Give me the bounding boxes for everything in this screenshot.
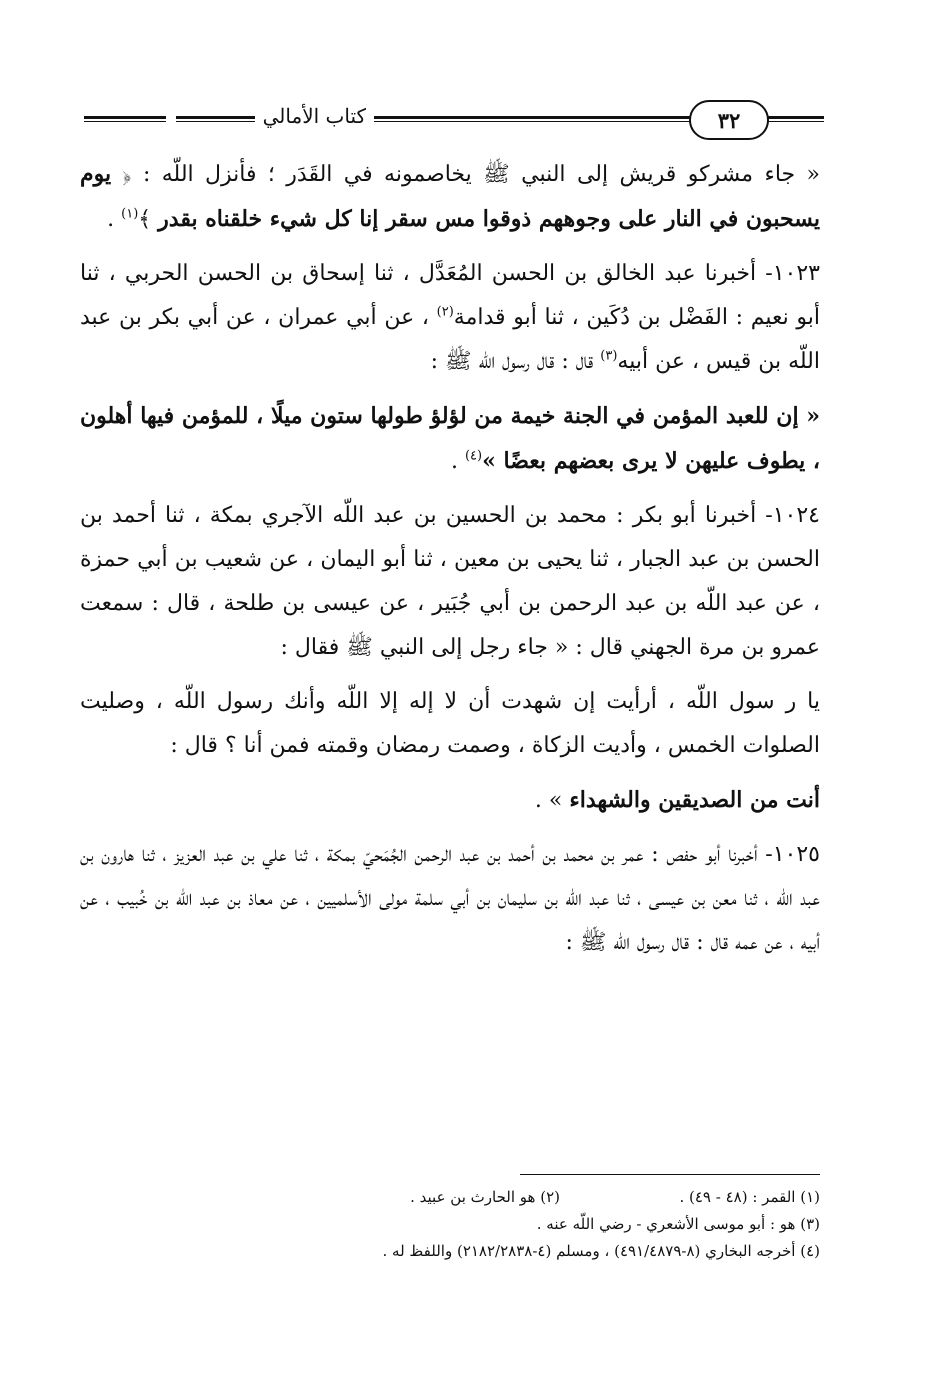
isnad-1023-c: قال : قال رسول اللّه ﷺ : [430,349,601,374]
footnote-1: (١) القمر : (٤٨ - ٤٩) . [679,1188,820,1206]
paragraph-hadith-1025 [80,833,820,965]
paragraph-quran-verse [80,152,820,242]
page-number: ٣٢ [689,100,769,140]
paragraph-end: . [107,207,122,232]
isnad-1025: ١٠٢٥- أخبرنا أبو حفص : عمر بن محمد بن أحمد بن عبد الرحمن الجُمَحيّ بمكة ، ثنا علي بن عبد العزيز ، ثنا هارون بن عبد اللّه ، ثنا معن بن عيسى ، ثنا عبد اللّه بن سليمان بن أبي سلمة مولى الأسلميين ، عن معاذ بن عبد اللّه بن خُبيب ، عن أبيه ، عن عمه قال : قال رسول اللّه ﷺ : [80,842,820,955]
page-header [84,92,824,148]
footnote-ref-3: (٣) [600,348,618,364]
question-1024: يا ر سول اللّه ، أرأيت إن شهدت أن لا إله إلا اللّه وأنك رسول اللّه ، وصليت الصلوات الخمس ، وأديت الزكاة ، وصمت رمضان وقمته فمن أنا ؟ قال : [80,689,820,758]
footnote-row [80,1184,820,1211]
paragraph-end: . [450,449,465,474]
footnote-ref-1: (١) [121,206,139,222]
book-title: كتاب الأمالي [255,104,374,128]
footnote-4: (٤) أخرجه البخاري (٨-٤٩١/٤٨٧٩) ، ومسلم (٤-٢١٨٢/٢٨٣٨) واللفظ له . [382,1242,820,1260]
footnote-ref-2: (٢) [436,304,454,320]
paragraph-answer-1024 [80,778,820,823]
matn-1023: « إن للعبد المؤمن في الجنة خيمة من لؤلؤ طولها ستون ميلًا ، للمؤمن فيها أهلون ، يطوف عليهن لا يرى بعضهم بعضًا » [80,403,820,474]
page-body [80,152,820,975]
footnote-list [80,1184,820,1265]
verse-close: ﴾ [138,207,159,232]
isnad-1023-a: ١٠٢٣- أخبرنا عبد الخالق بن الحسن المُعَدَّل ، ثنا إسحاق بن الحسن الحربي ، ثنا أبو نعيم : الفَضْل بن دُكَين ، ثنا أبو قدامة [80,261,820,330]
isnad-1023-b: ، عن أبي عمران ، عن أبي بكر بن عبد اللّه بن قيس ، عن أبيه [80,305,820,374]
header-rule-left [84,116,166,122]
paragraph-question-1024 [80,680,820,768]
footnote-row [80,1211,820,1238]
verse-text: يوم يسحبون في النار على وجوههم ذوقوا مس سقر إنا كل شيء خلقناه بقدر [80,161,820,232]
footnote-ref-4: (٤) [464,448,483,464]
paragraph-hadith-1023 [80,252,820,384]
paragraph-matn-1023 [80,394,820,484]
footnote-rule [520,1174,820,1175]
footnote-row [80,1238,820,1265]
paragraph-end: » . [534,788,570,813]
footnote-3: (٣) هو : أبو موسى الأشعري - رضي اللّه عنه . [536,1215,820,1233]
paragraph-lead: « جاء مشركو قريش إلى النبي ﷺ يخاصمونه في القَدَر ؛ فأنزل اللّه : ﴿ [111,162,820,187]
isnad-1024: ١٠٢٤- أخبرنا أبو بكر : محمد بن الحسين بن عبد اللّه الآجري بمكة ، ثنا أحمد بن الحسن بن عبد الجبار ، ثنا يحيى بن معين ، ثنا أبو اليمان ، عن شعيب بن أبي حمزة ، عن عبد اللّه بن عبد الرحمن بن أبي جُبَير ، عن عيسى بن طلحة ، قال : سمعت عمرو بن مرة الجهني قال : « جاء رجل إلى النبي ﷺ فقال : [80,503,820,660]
footnote-2: (٢) هو الحارث بن عبيد . [410,1188,560,1206]
paragraph-hadith-1024 [80,494,820,670]
answer-1024: أنت من الصديقين والشهداء [569,787,820,813]
